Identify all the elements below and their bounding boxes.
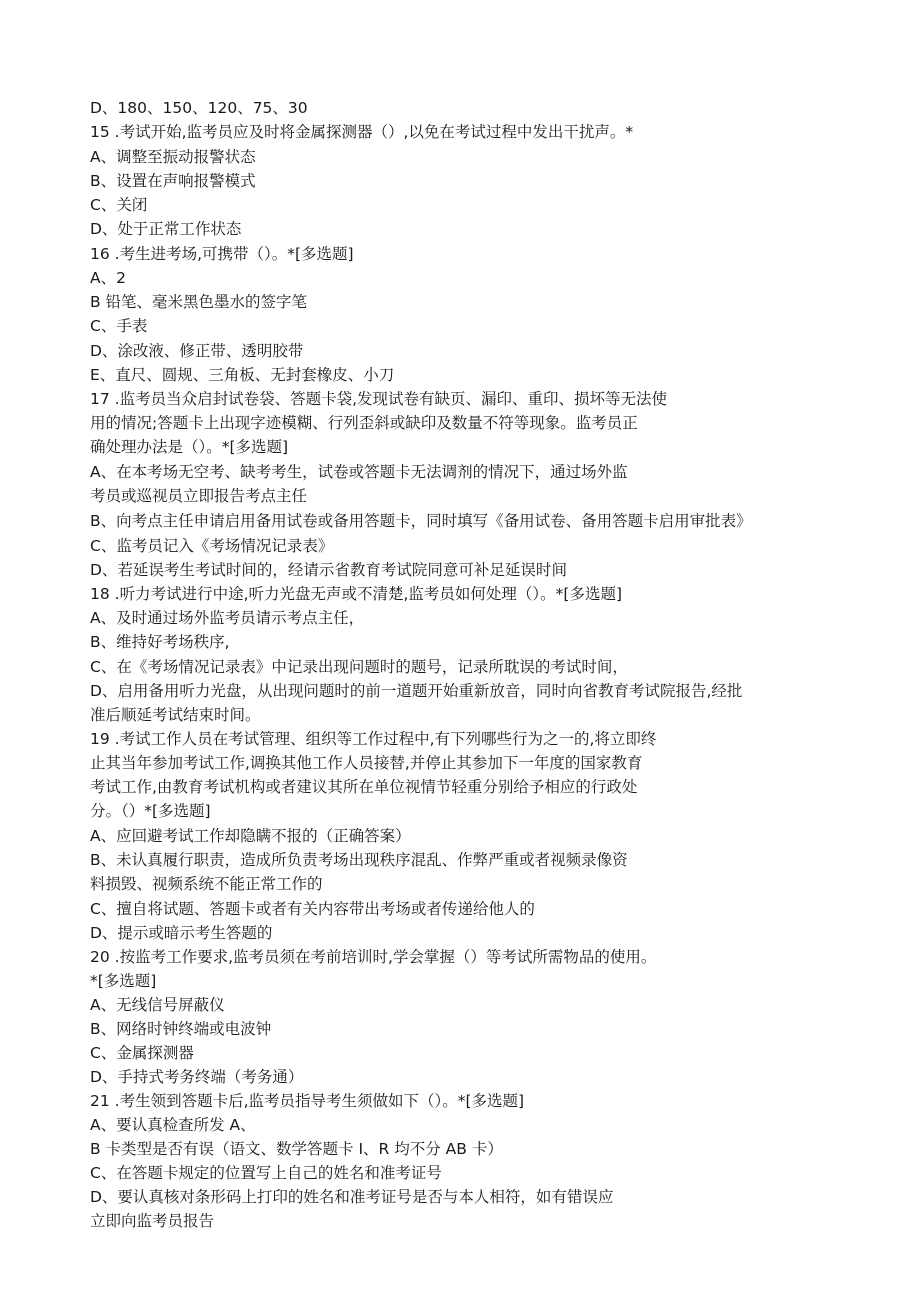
option-line: D、启用备用听力光盘，从出现问题时的前一道题开始重新放音，同时向省教育考试院报告,经批 (90, 682, 743, 700)
option-line: A、调整至振动报警状态 (90, 148, 256, 166)
option-line: C、擅自将试题、答题卡或者有关内容带出考场或者传递给他人的 (90, 900, 535, 918)
option-line: B、向考点主任申请启用备用试卷或备用答题卡，同时填写《备用试卷、备用答题卡启用审批表》 (90, 512, 752, 530)
option-line: B、网络时钟终端或电波钟 (90, 1020, 272, 1038)
question-line: 16 .考生进考场,可携带（）。*[多选题] (90, 245, 354, 263)
question-line: 21 .考生领到答题卡后,监考员指导考生须做如下（）。*[多选题] (90, 1092, 525, 1110)
option-line: D、手持式考务终端（考务通） (90, 1068, 304, 1086)
option-line: A、无线信号屏蔽仪 (90, 996, 225, 1014)
option-line: C、在答题卡规定的位置写上自己的姓名和准考证号 (90, 1164, 442, 1182)
option-line: A、应回避考试工作却隐瞒不报的（正确答案） (90, 827, 411, 845)
option-line: B、未认真履行职责，造成所负责考场出现秩序混乱、作弊严重或者视频录像资 (90, 851, 628, 869)
option-line: A、要认真检查所发 A、 (90, 1116, 256, 1134)
option-line: D、涂改液、修正带、透明胶带 (90, 342, 304, 360)
option-line: E、直尺、圆规、三角板、无封套橡皮、小刀 (90, 366, 395, 384)
question-line: 18 .听力考试进行中途,听力光盘无声或不清楚,监考员如何处理（）。*[多选题] (90, 585, 623, 603)
option-line: 准后顺延考试结束时间。 (90, 706, 261, 724)
question-line: 分。（）*[多选题] (90, 802, 211, 820)
question-line: 止其当年参加考试工作,调换其他工作人员接替,并停止其参加下一年度的国家教育 (90, 754, 643, 772)
option-line: D、处于正常工作状态 (90, 220, 242, 238)
question-line: 确处理办法是（）。*[多选题] (90, 438, 289, 456)
question-line: 15 .考试开始,监考员应及时将金属探测器（）,以免在考试过程中发出干扰声。* (90, 123, 634, 141)
option-line: B、维持好考场秩序, (90, 633, 230, 651)
option-line: B、设置在声响报警模式 (90, 172, 256, 190)
question-line: *[多选题] (90, 972, 157, 990)
option-line: B 卡类型是否有误（语文、数学答题卡 I、R 均不分 AB 卡） (90, 1140, 503, 1158)
option-line: C、金属探测器 (90, 1044, 194, 1062)
option-line: 料损毁、视频系统不能正常工作的 (90, 875, 323, 893)
option-line: D、180、150、120、75、30 (90, 99, 308, 117)
option-line: D、提示或暗示考生答题的 (90, 924, 273, 942)
question-line: 19 .考试工作人员在考试管理、组织等工作过程中,有下列哪些行为之一的,将立即终 (90, 730, 657, 748)
question-line: 17 .监考员当众启封试卷袋、答题卡袋,发现试卷有缺页、漏印、重印、损坏等无法使 (90, 390, 668, 408)
option-line: D、要认真核对条形码上打印的姓名和准考证号是否与本人相符，如有错误应 (90, 1188, 614, 1206)
question-line: 20 .按监考工作要求,监考员须在考前培训时,学会掌握（）等考试所需物品的使用。 (90, 948, 657, 966)
option-line: A、及时通过场外监考员请示考点主任， (90, 609, 365, 627)
option-line: A、2 (90, 269, 126, 287)
option-line: C、手表 (90, 317, 148, 335)
question-line: 用的情况;答题卡上出现字迹模糊、行列歪斜或缺印及数量不符等现象。监考员正 (90, 414, 638, 432)
option-line: B 铅笔、毫米黑色墨水的签字笔 (90, 293, 308, 311)
option-line: A、在本考场无空考、缺考考生，试卷或答题卡无法调剂的情况下，通过场外监 (90, 463, 628, 481)
option-line: C、关闭 (90, 196, 148, 214)
option-line: 立即向监考员报告 (90, 1212, 215, 1230)
option-line: C、监考员记入《考场情况记录表》 (90, 537, 334, 555)
option-line: 考员或巡视员立即报告考点主任 (90, 487, 308, 505)
option-line: D、若延误考生考试时间的，经请示省教育考试院同意可补足延误时间 (90, 561, 567, 579)
option-line: C、在《考场情况记录表》中记录出现问题时的题号，记录所耽误的考试时间， (90, 658, 628, 676)
question-line: 考试工作,由教育考试机构或者建议其所在单位视情节轻重分别给予相应的行政处 (90, 778, 638, 796)
